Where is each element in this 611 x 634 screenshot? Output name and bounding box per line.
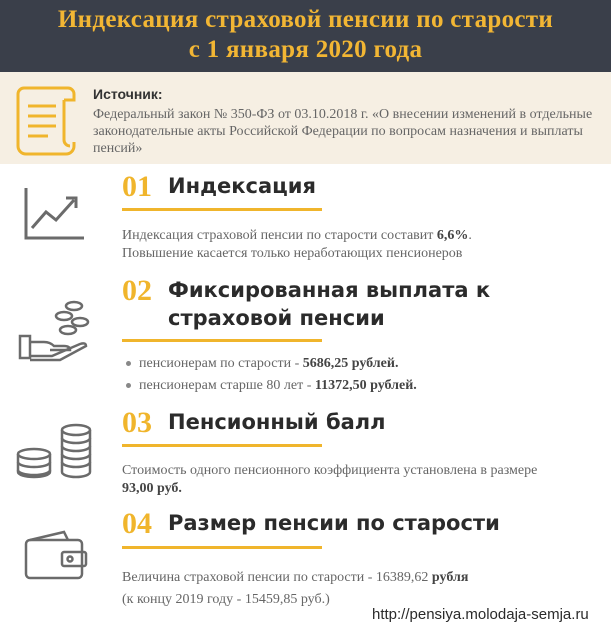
page-title-line2: с 1 января 2020 года: [188, 36, 423, 63]
section-text-03: Стоимость одного пенсионного коэффициента установлена в размере 93,00 руб.: [122, 463, 538, 496]
section-underline-04: [122, 546, 322, 549]
section-number-03: 03: [122, 406, 152, 439]
scroll-document-icon: [10, 80, 80, 162]
chart-growth-icon: [22, 186, 86, 242]
section-number-04: 04: [122, 507, 152, 540]
section-title-02-line1: Фиксированная выплата к: [168, 278, 491, 302]
section-text-01: Индексация страховой пенсии по старости составит 6,6%. Повышение касается только неработающих пенсионеров: [122, 228, 472, 261]
footer-url: http://pensiya.molodaja-semja.ru: [372, 606, 589, 623]
section-number-02: 02: [122, 274, 152, 307]
header-banner: [0, 0, 611, 72]
section-title-03: Пенсионный балл: [168, 410, 386, 434]
source-label: Источник:: [93, 86, 163, 102]
section-title-01: Индексация: [168, 174, 316, 198]
section-underline-01: [122, 208, 322, 211]
wallet-icon: [22, 530, 90, 582]
source-text: Федеральный закон № 350-ФЗ от 03.10.2018 г. «О внесении изменений в отдельные законодательные акты Российской Федерации по вопросам назначения и выплаты пенсий»: [93, 107, 593, 156]
section-text-04: Величина страховой пенсии по старости - 16389,62 рубля (к концу 2019 году - 15459,85 руб.): [122, 570, 469, 607]
section-number-01: 01: [122, 170, 152, 203]
page-title-line1: Индексация страховой пенсии по старости: [57, 6, 554, 33]
section-title-02-line2: страховой пенсии: [168, 306, 385, 330]
coin-stacks-icon: [14, 422, 94, 484]
section-underline-02: [122, 339, 322, 342]
hand-coins-icon: [18, 298, 90, 362]
bullet-item-01: пенсионерам по старости - 5686,25 рублей.: [126, 356, 398, 372]
section-title-04: Размер пенсии по старости: [168, 511, 500, 535]
bullet-item-02: пенсионерам старше 80 лет - 11372,50 рублей.: [126, 378, 417, 394]
section-underline-03: [122, 444, 322, 447]
